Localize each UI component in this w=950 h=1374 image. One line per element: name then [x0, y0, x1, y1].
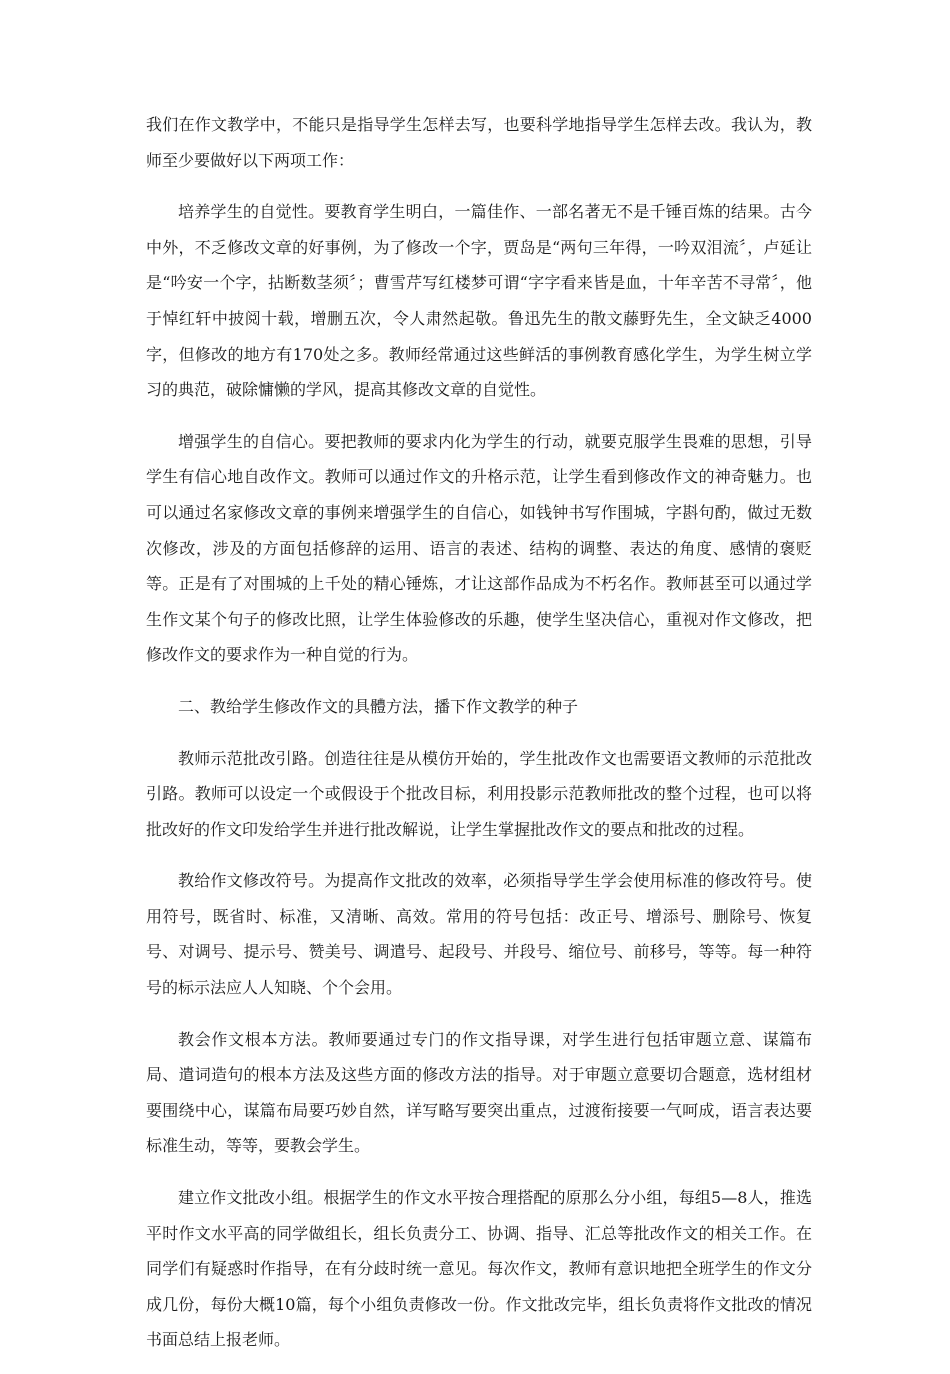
section-heading: 二、教给学生修改作文的具體方法，播下作文教学的种子	[178, 696, 579, 716]
paragraph-revision-groups: 建立作文批改小组。根据学生的作文水平按合理搭配的原那么分小组，每组5—8人，推选平时作文水平高的同学做组长，组长负责分工、协调、指导、汇总等批改作文的相关工作。在同学们有疑惑时作指导，在有分歧时统一意见。每次作文，教师有意识地把全班学生的作文分成几份，每份大概10篇，每个小组负责修改一份。作文批改完毕，组长负责将作文批改的情况书面总结上报老师。	[146, 1188, 812, 1350]
document-body	[146, 107, 812, 1374]
paragraph-teacher-demo: 教师示范批改引路。创造往往是从模仿开始的，学生批改作文也需要语文教师的示范批改引路。教师可以设定一个或假设于个批改目标，利用投影示范教师批改的整个过程，也可以将批改好的作文印发给学生并进行批改解说，让学生掌握批改作文的要点和批改的过程。	[146, 748, 812, 839]
paragraph-confidence: 增强学生的自信心。要把教师的要求内化为学生的行动，就要克服学生畏难的思想，引导学生有信心地自改作文。教师可以通过作文的升格示范，让学生看到修改作文的神奇魅力。也可以通过名家修改文章的事例来增强学生的自信心，如钱钟书写作围城，字斟句酌，做过无数次修改，涉及的方面包括修辞的运用、语言的表述、结构的调整、表达的角度、感情的褒贬等。正是有了对围城的上千处的精心锤炼，才让这部作品成为不朽名作。教师甚至可以通过学生作文某个句子的修改比照，让学生体验修改的乐趣，使学生坚决信心，重视对作文修改，把修改作文的要求作为一种自觉的行为。	[146, 431, 812, 665]
paragraph-self-awareness: 培养学生的自觉性。要教育学生明白，一篇佳作、一部名著无不是千锤百炼的结果。古今中外，不乏修改文章的好事例，为了修改一个字，贾岛是“两句三年得，一吟双泪流〞，卢延让是“吟安一个字，拈断数茎须〞；曹雪芹写红楼梦可谓“字字看来皆是血，十年辛苦不寻常〞，他于悼红轩中披阅十载，增删五次，令人肃然起敬。鲁迅先生的散文藤野先生，全文缺乏4000字，但修改的地方有170处之多。教师经常通过这些鲜活的事例教育感化学生，为学生树立学习的典范，破除慵懒的学风，提高其修改文章的自觉性。	[146, 202, 812, 400]
paragraph-revision-symbols: 教给作文修改符号。为提高作文批改的效率，必须指导学生学会使用标准的修改符号。使用符号，既省时、标准，又清晰、高效。常用的符号包括：改正号、增添号、删除号、恢复号、对调号、提示号、赞美号、调遣号、起段号、并段号、缩位号、前移号，等等。每一种符号的标示法应人人知晓、个个会用。	[146, 871, 812, 998]
intro-paragraph: 我们在作文教学中，不能只是指导学生怎样去写，也要科学地指导学生怎样去改。我认为，教师至少要做好以下两项工作：	[146, 115, 812, 170]
paragraph-basic-methods: 教会作文根本方法。教师要通过专门的作文指导课，对学生进行包括审题立意、谋篇布局、遣词造句的根本方法及这些方面的修改方法的指导。对于审题立意要切合题意，选材组材要围绕中心，谋篇布局要巧妙自然，详写略写要突出重点，过渡衔接要一气呵成，语言表达要标准生动，等等，要教会学生。	[146, 1029, 812, 1156]
